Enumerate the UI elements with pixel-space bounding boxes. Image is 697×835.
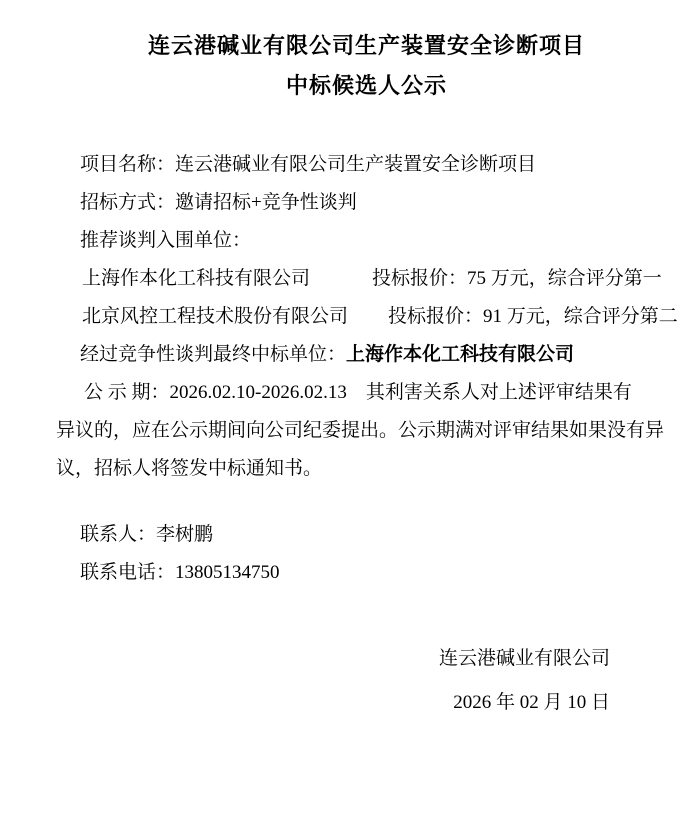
document-body: [0, 146, 697, 592]
final-winner-company: 上海作本化工科技有限公司: [346, 344, 575, 365]
candidate-row: [56, 260, 677, 298]
contact-person-line: 联系人：李树鹏: [80, 524, 214, 545]
signature-company: 连云港碱业有限公司: [438, 648, 610, 669]
candidate-bid-info: 投标报价：75 万元，综合评分第一: [372, 268, 662, 289]
candidate-company: 北京风控工程技术股份有限公司: [82, 306, 349, 327]
shortlist-heading: 推荐谈判入围单位：: [80, 230, 252, 251]
signature-block: [0, 637, 697, 725]
final-winner-label: 经过竞争性谈判最终中标单位：: [80, 344, 347, 365]
publicity-line: 异议的，应在公示期间向公司纪委提出。公示期满对评审结果如果没有异: [56, 420, 665, 441]
contact-phone-line: 联系电话：13805134750: [80, 562, 280, 583]
bid-method-line: 招标方式：邀请招标+竞争性谈判: [80, 192, 357, 213]
publicity-paragraph: [56, 374, 677, 488]
candidate-company: 上海作本化工科技有限公司: [82, 268, 311, 289]
project-name-line: 项目名称：连云港碱业有限公司生产装置安全诊断项目: [80, 154, 537, 175]
publicity-line: 议，招标人将签发中标通知书。: [56, 458, 323, 479]
document-title: [0, 0, 697, 106]
candidate-row: [56, 298, 677, 336]
title-line-1: 连云港碱业有限公司生产装置安全诊断项目: [147, 33, 585, 58]
candidate-bid-info: 投标报价：91 万元，综合评分第二: [388, 306, 678, 327]
final-winner-line: [56, 336, 677, 374]
signature-date: 2026 年 02 月 10 日: [453, 692, 610, 713]
publicity-line: 公 示 期：2026.02.10-2026.02.13 其利害关系人对上述评审结果有: [84, 382, 632, 403]
title-line-2: 中标候选人公示: [285, 73, 447, 98]
